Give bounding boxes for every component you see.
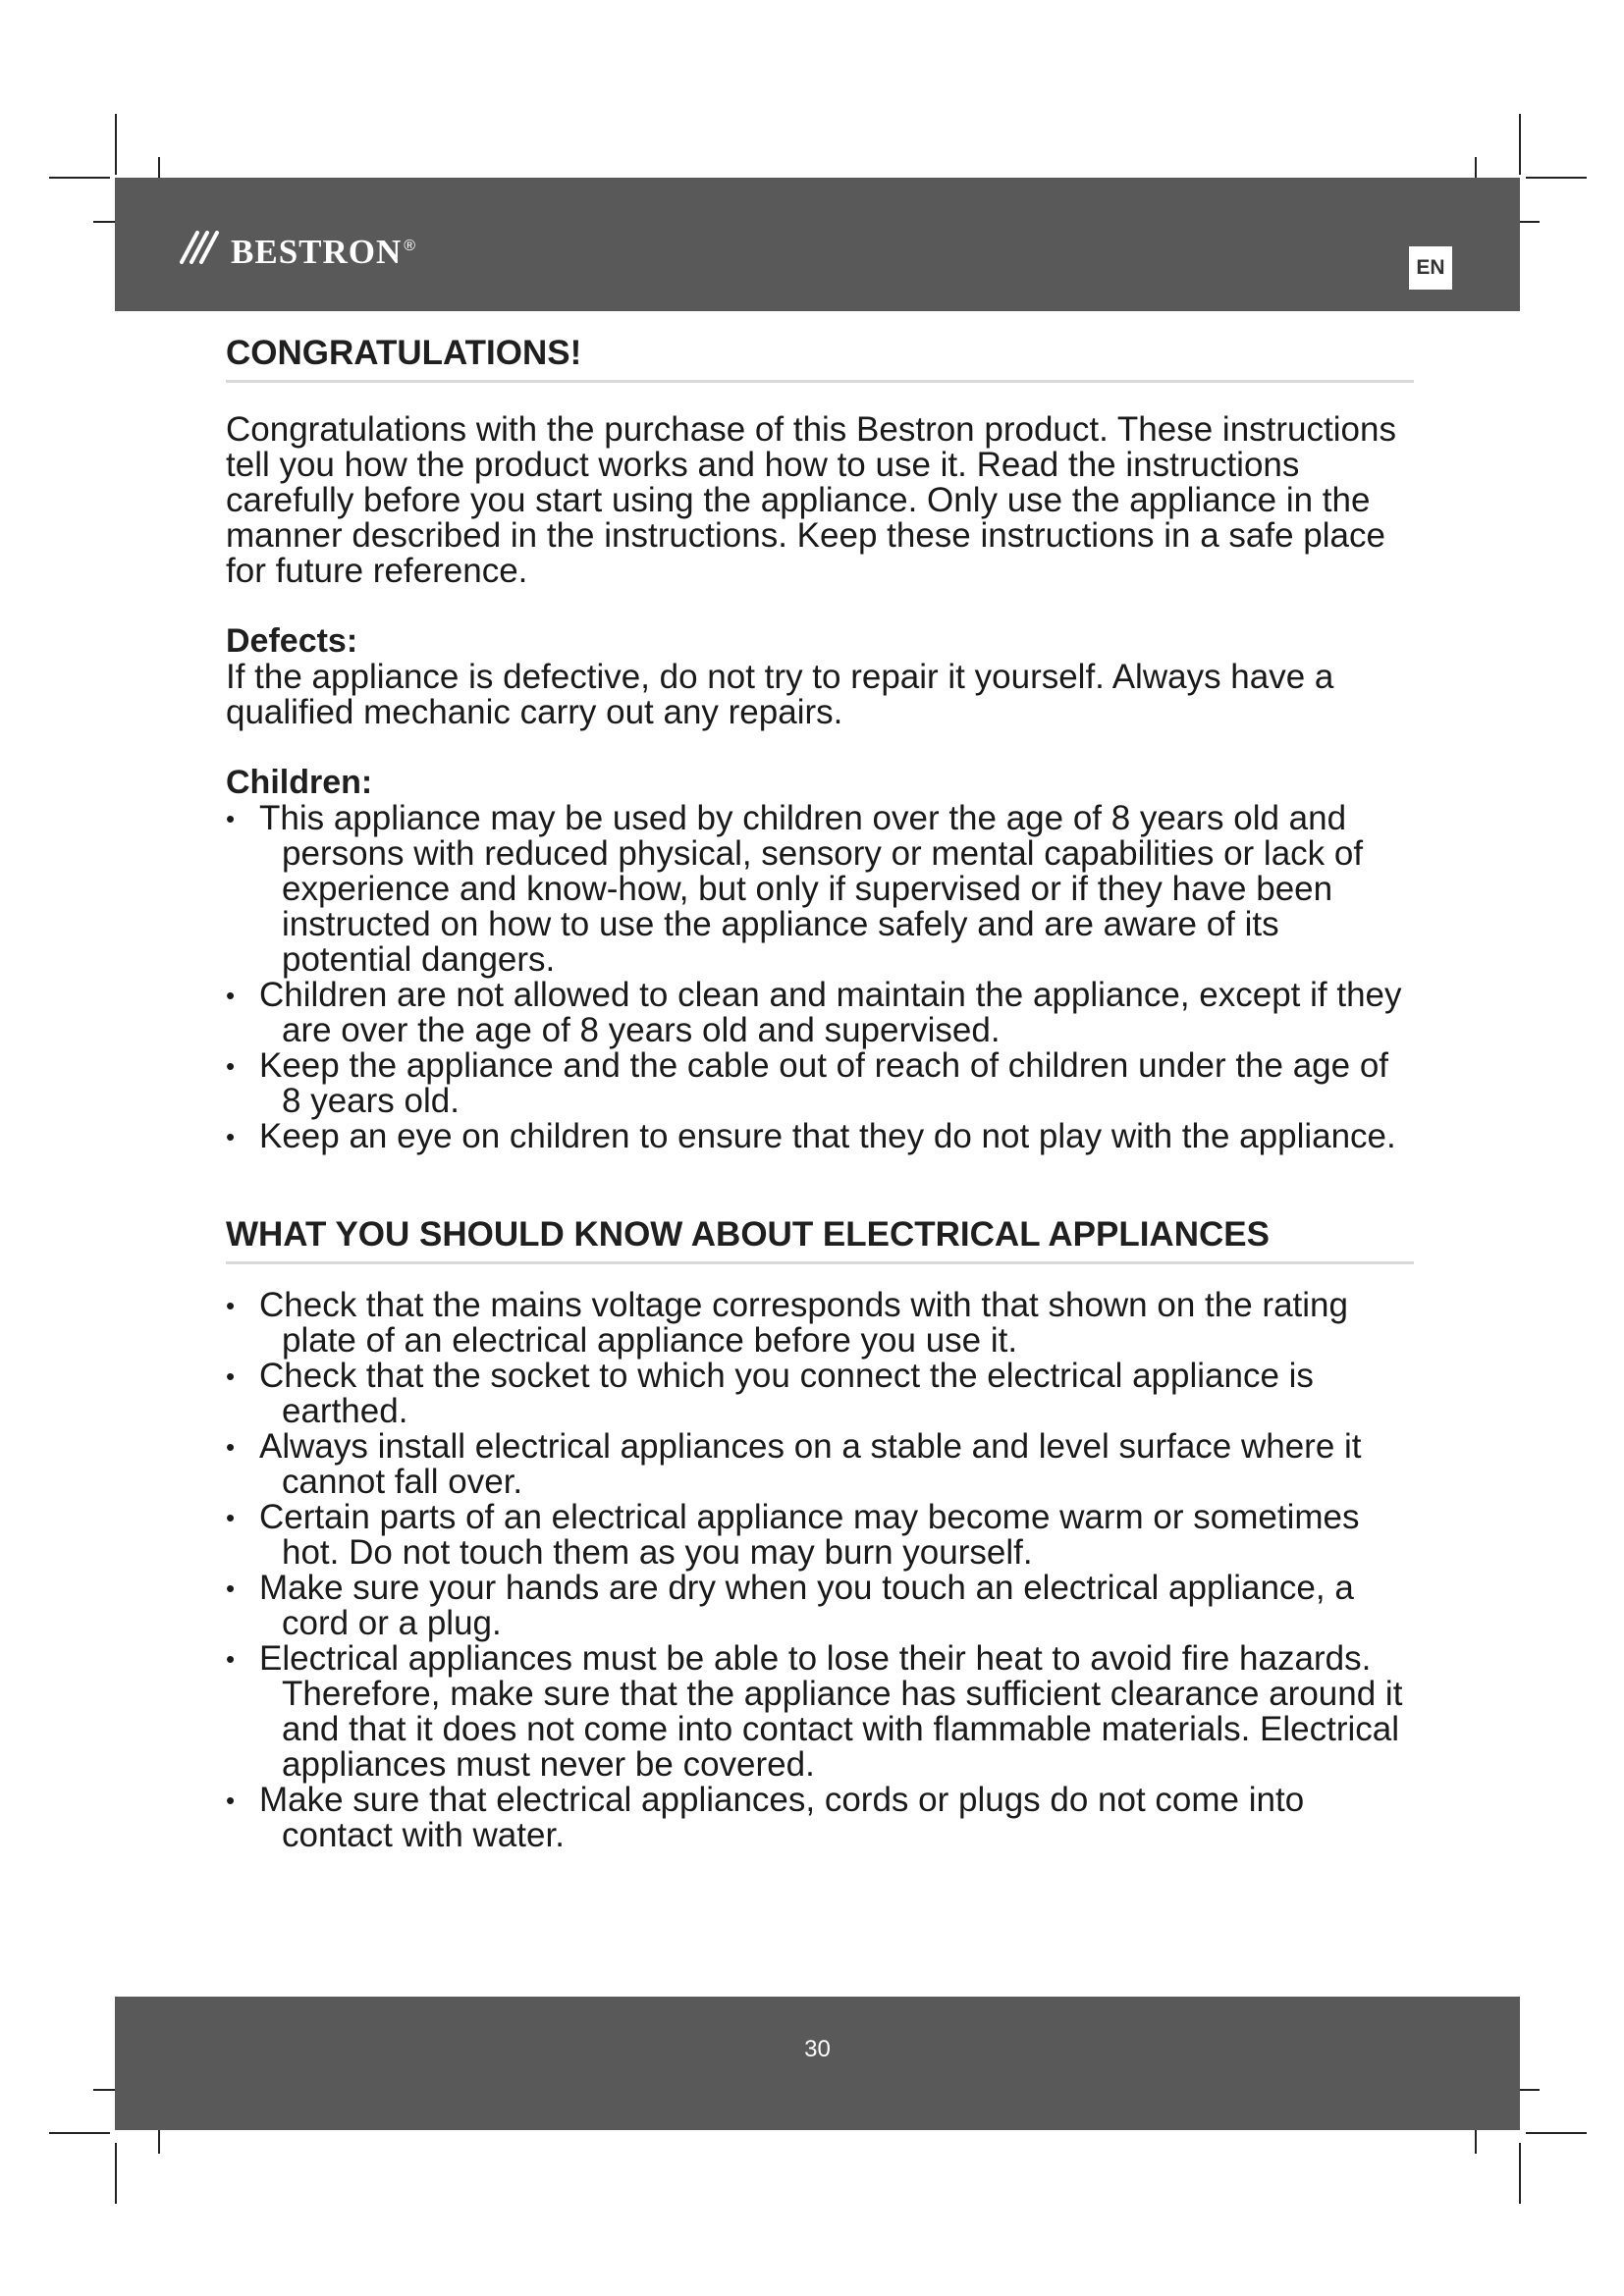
crop-mark xyxy=(1519,114,1521,175)
electrical-list xyxy=(226,1288,1414,1853)
language-badge: EN xyxy=(1409,246,1452,290)
defects-paragraph: If the appliance is defective, do not try to repair it yourself. Always have a qualified mechanic carry out any repairs. xyxy=(226,658,1334,731)
header-band xyxy=(115,178,1520,311)
list-item: • Electrical appliances must be able to lose their heat to avoid fire hazards. Therefore, make sure that the appliance has sufficient clearance around it and that it does not come into contact with flammable materials. Electrical appliances must never be covered. xyxy=(226,1641,1414,1783)
crop-mark xyxy=(1526,2132,1587,2134)
list-item: • Check that the socket to which you connect the electrical appliance is earthed. xyxy=(226,1359,1414,1429)
crop-mark xyxy=(115,114,117,175)
list-item: • Always install electrical appliances on a stable and level surface where it cannot fall over. xyxy=(226,1429,1414,1500)
list-item: • This appliance may be used by children over the age of 8 years old and persons with reduced physical, sensory or mental capabilities or lack of experience and know-how, but only if supervised or if they have been instructed on how to use the appliance safely and are aware of its potential dangers. xyxy=(226,801,1414,978)
section-heading-congratulations: CONGRATULATIONS! xyxy=(226,334,1414,383)
brand-name: bestron xyxy=(231,219,403,274)
crop-mark xyxy=(1519,2143,1521,2204)
registered-mark: ® xyxy=(404,238,416,254)
list-item: • Check that the mains voltage corresponds with that shown on the rating plate of an electrical appliance before you use it. xyxy=(226,1288,1414,1359)
crop-mark xyxy=(49,177,110,179)
subheading-children: Children: xyxy=(226,764,373,801)
subheading-defects: Defects: xyxy=(226,622,358,660)
crop-mark xyxy=(115,2143,117,2204)
list-item: • Keep an eye on children to ensure that they do not play with the appliance. xyxy=(226,1119,1414,1154)
brand-chevron-icon xyxy=(178,227,221,266)
children-list xyxy=(226,801,1414,1154)
footer-band xyxy=(115,1997,1520,2130)
list-item: • Make sure that electrical appliances, cords or plugs do not come into contact with water. xyxy=(226,1783,1414,1853)
brand-logo xyxy=(178,217,415,276)
list-item: • Make sure your hands are dry when you touch an electrical appliance, a cord or a plug. xyxy=(226,1571,1414,1641)
crop-mark xyxy=(49,2132,110,2134)
crop-mark xyxy=(1526,177,1587,179)
list-item: • Keep the appliance and the cable out of reach of children under the age of 8 years old. xyxy=(226,1048,1414,1119)
list-item: • Children are not allowed to clean and maintain the appliance, except if they are over the age of 8 years old and supervised. xyxy=(226,978,1414,1048)
list-item: • Certain parts of an electrical appliance may become warm or sometimes hot. Do not touch them as you may burn yourself. xyxy=(226,1500,1414,1571)
intro-paragraph: Congratulations with the purchase of this Bestron product. These instructions tell you how the product works and how to use it. Read the instructions carefully before you start using the appliance. Only use the appliance in the manner described in the instructions. Keep these instructions in a safe place for future reference. xyxy=(226,410,1396,590)
section-heading-electrical: WHAT YOU SHOULD KNOW ABOUT ELECTRICAL APPLIANCES xyxy=(226,1215,1414,1264)
page-number: 30 xyxy=(804,2036,831,2062)
manual-content xyxy=(226,334,1414,1853)
